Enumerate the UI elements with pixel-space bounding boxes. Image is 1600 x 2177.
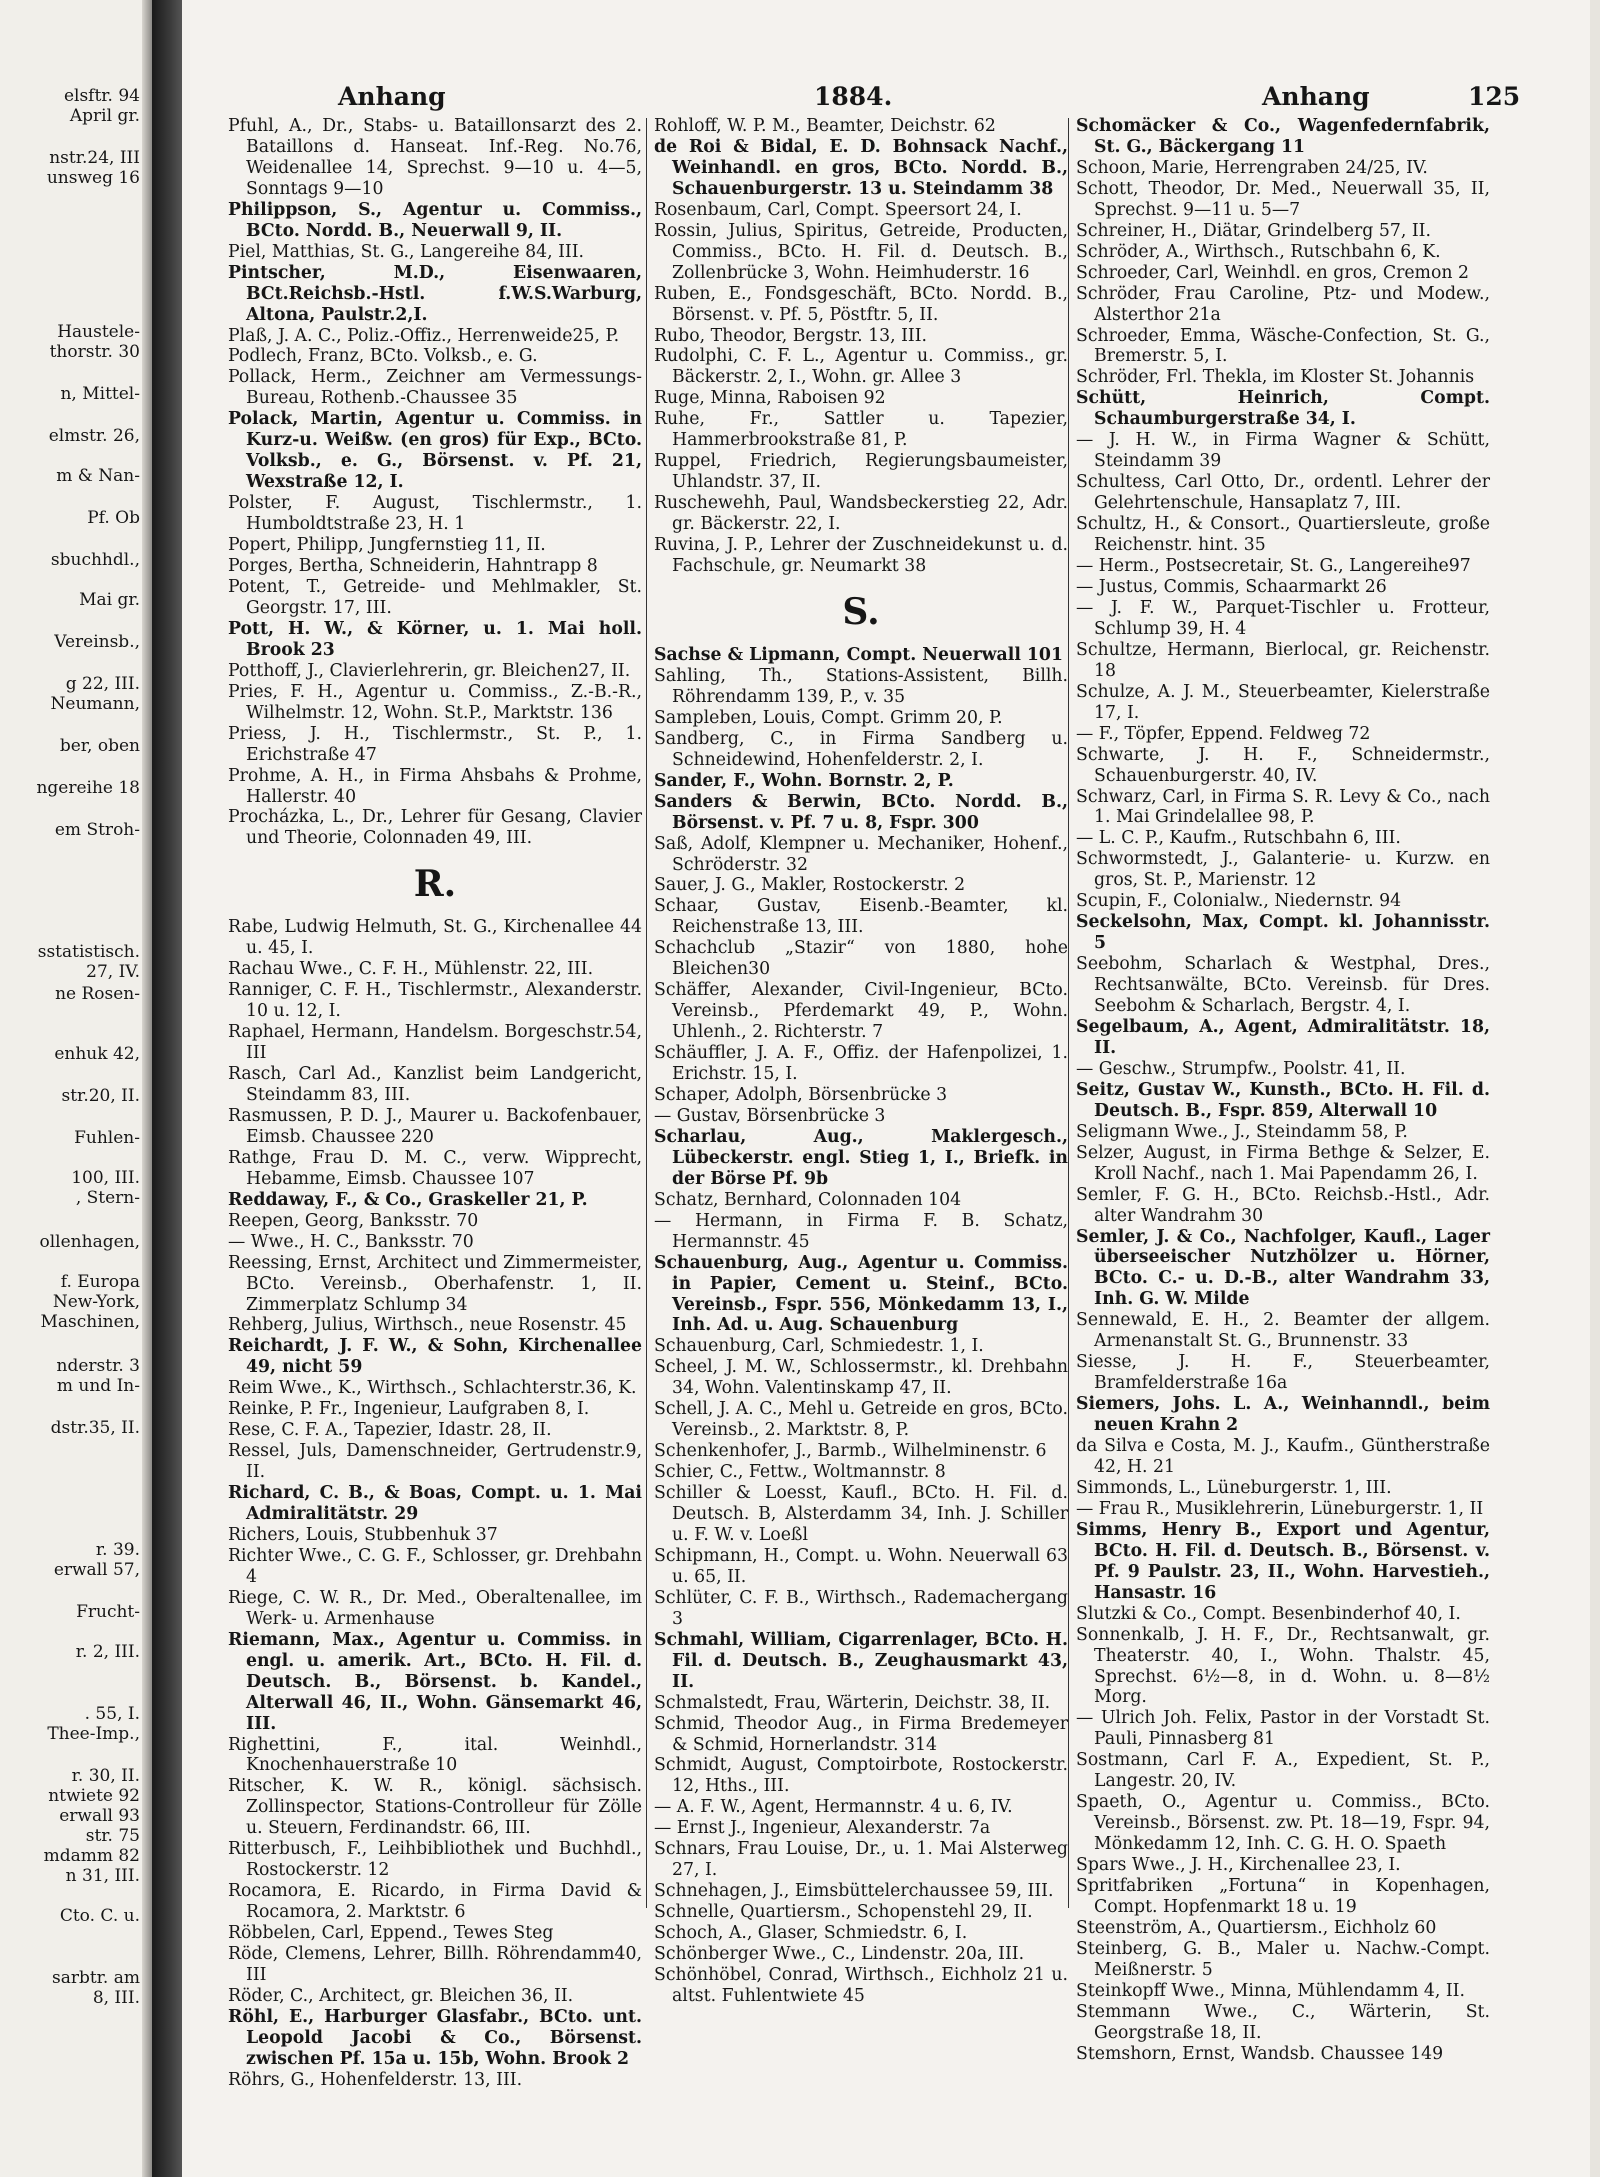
directory-entry: — L. C. P., Kaufm., Rutschbahn 6, III.	[1076, 828, 1401, 849]
directory-entry: Ruben, E., Fondsgeschäft, BCto. Nordd. B., Börsenst. v. Pf. 5, Pöstftr. 5, II.	[654, 283, 1068, 325]
directory-entry: Schmahl, William, Cigarrenlager, BCto. H. Fil. d. Deutsch. B., Zeughausmarkt 43, II.	[654, 1629, 1068, 1692]
directory-entry: Podlech, Franz, BCto. Volksb., e. G.	[228, 346, 538, 367]
directory-entry: Prohme, A. H., in Firma Ahsbahs & Prohme, Hallerstr. 40	[228, 765, 642, 807]
left-page-fragment: erwall 57,	[53, 1560, 140, 1580]
directory-entry: Richers, Louis, Stubbenhuk 37	[228, 1525, 498, 1545]
directory-entry: Seckelsohn, Max, Compt. kl. Johannisstr. 5	[1076, 912, 1490, 954]
directory-entry: Pfuhl, A., Dr., Stabs- u. Bataillonsarzt des 2. Bataillons d. Hanseat. Inf.-Reg. No.76, Weidenallee 14, Sprechst. 9—10 u. 4—5, Sonntags 9—10	[228, 116, 642, 199]
left-page-fragment: Fuhlen-	[74, 1128, 140, 1148]
directory-entry: Schaper, Adolph, Börsenbrücke 3	[654, 1084, 948, 1105]
directory-column-3	[1076, 116, 1490, 2065]
directory-entry: Schönhöbel, Conrad, Wirthsch., Eichholz 21 u. altst. Fuhlentwiete 45	[654, 1965, 1068, 2006]
directory-entry: Riege, C. W. R., Dr. Med., Oberaltenallee, im Werk- u. Armenhause	[228, 1587, 642, 1629]
directory-entry: Priess, J. H., Tischlermstr., St. P., 1. Erichstraße 47	[228, 723, 642, 765]
left-page-fragment: 27, IV.	[86, 962, 140, 982]
column-rule	[646, 118, 647, 1908]
directory-entry: Rachau Wwe., C. F. H., Mühlenstr. 22, III.	[228, 959, 594, 980]
directory-entry: Saß, Adolf, Klempner u. Mechaniker, Hohenf., Schröderstr. 32	[654, 833, 1068, 875]
directory-entry: Schott, Theodor, Dr. Med., Neuerwall 35, II, Sprechst. 9—11 u. 5—7	[1076, 178, 1490, 220]
directory-entry: Schachclub „Stazir“ von 1880, hohe Bleichen30	[654, 938, 1068, 980]
left-page-fragment: m & Nan-	[56, 466, 140, 486]
directory-entry: Röbbelen, Carl, Eppend., Tewes Steg	[228, 1923, 554, 1944]
left-page-fragment: ngereihe 18	[36, 778, 140, 798]
left-page-fragment: Cto. C. u.	[59, 1906, 140, 1926]
left-page-fragment: nderstr. 3	[56, 1356, 140, 1376]
directory-entry: Reim Wwe., K., Wirthsch., Schlachterstr.36, K.	[228, 1378, 637, 1399]
left-page-fragment: enhuk 42,	[54, 1044, 140, 1064]
directory-page	[182, 0, 1600, 2177]
page-number: 125	[1468, 82, 1521, 111]
directory-entry: Ritscher, K. W. R., königl. sächsisch. Zollinspector, Stations-Controlleur für Zölle u. Steuern, Ferdinandstr. 66, III.	[228, 1776, 642, 1839]
directory-entry: Schoch, A., Glaser, Schmiedstr. 6, I.	[654, 1923, 968, 1944]
left-page-fragment: n, Mittel-	[60, 384, 140, 404]
directory-entry: Ranniger, C. F. H., Tischlermstr., Alexanderstr. 10 u. 12, I.	[228, 980, 642, 1022]
left-page-fragment: Mai gr.	[79, 590, 140, 610]
left-page-fragment: sbuchhdl.,	[50, 550, 140, 570]
directory-column-2	[654, 116, 1068, 2007]
left-page-fragment: ntwiete 92	[48, 1786, 140, 1806]
directory-entry: Schultz, H., & Consort., Quartiersleute, große Reichenstr. hint. 35	[1076, 514, 1490, 556]
directory-entry: Sauer, J. G., Makler, Rostockerstr. 2	[654, 875, 966, 896]
directory-entry: Schroeder, Emma, Wäsche-Confection, St. G., Bremerstr. 5, I.	[1076, 325, 1490, 367]
left-page-fragment: elmstr. 26,	[48, 426, 140, 446]
directory-entry: — J. H. W., in Firma Wagner & Schütt, Steindamm 39	[1076, 430, 1490, 472]
directory-entry: Slutzki & Co., Compt. Besenbinderhof 40, I.	[1076, 1603, 1461, 1624]
directory-entry: Procházka, L., Dr., Lehrer für Gesang, Clavier und Theorie, Colonnaden 49, III.	[228, 807, 642, 849]
directory-entry: Reinke, P. Fr., Ingenieur, Laufgraben 8, I.	[228, 1399, 590, 1420]
directory-entry: Ruge, Minna, Raboisen 92	[654, 388, 886, 409]
directory-entry: Schwormstedt, J., Galanterie- u. Kurzw. en gros, St. P., Marienstr. 12	[1076, 849, 1490, 891]
left-page-fragment: r. 2, III.	[75, 1642, 140, 1662]
directory-entry: Schütt, Heinrich, Compt. Schaumburgerstraße 34, I.	[1076, 388, 1490, 430]
directory-column-1	[228, 116, 642, 2091]
directory-entry: — Gustav, Börsenbrücke 3	[654, 1105, 886, 1126]
directory-entry: Rathge, Frau D. M. C., verw. Wipprecht, Hebamme, Eimsb. Chaussee 107	[228, 1147, 642, 1189]
directory-entry: Schauenburg, Aug., Agentur u. Commiss. in Papier, Cement u. Steinf., BCto. Vereinsb., Fspr. 556, Mönkedamm 13, I., Inh. Ad. u. Aug. Schauenburg	[654, 1252, 1068, 1336]
directory-entry: Sennewald, E. H., 2. Beamter der allgem. Armenanstalt St. G., Brunnenstr. 33	[1076, 1310, 1490, 1352]
left-page-fragment: ber, oben	[59, 736, 140, 756]
directory-entry: Röder, C., Architect, gr. Bleichen 36, II.	[228, 1985, 574, 2006]
directory-entry: Ruschewehh, Paul, Wandsbeckerstieg 22, Adr. gr. Bäckerstr. 22, I.	[654, 493, 1068, 535]
directory-entry: Schultze, Hermann, Bierlocal, gr. Reichenstr. 18	[1076, 639, 1490, 681]
directory-entry: Pollack, Herm., Zeichner am Vermessungs-Bureau, Rothenb.-Chaussee 35	[228, 367, 642, 409]
left-page-fragment: dstr.35, II.	[50, 1418, 140, 1438]
header-year: 1884.	[814, 82, 893, 111]
left-page-fragment: unsweg 16	[46, 168, 140, 188]
left-page-fragment: Neumann,	[50, 694, 140, 714]
directory-entry: Spaeth, O., Agentur u. Commiss., BCto. Vereinsb., Börsenst. zw. Pt. 18—19, Fspr. 94, Mönkedamm 12, Inh. C. G. H. O. Spaeth	[1076, 1792, 1490, 1855]
directory-entry: Reichardt, J. F. W., & Sohn, Kirchenallee 49, nicht 59	[228, 1336, 642, 1378]
directory-entry: Schipmann, H., Compt. u. Wohn. Neuerwall 63 u. 65, II.	[654, 1545, 1068, 1587]
directory-entry: Rasch, Carl Ad., Kanzlist beim Landgericht, Steindamm 83, III.	[228, 1064, 642, 1105]
directory-entry: Schwarte, J. H. F., Schneidermstr., Schauenburgerstr. 40, IV.	[1076, 744, 1490, 786]
directory-entry: Richard, C. B., & Boas, Compt. u. 1. Mai Admiralitätstr. 29	[228, 1483, 642, 1525]
left-page-fragment: , Stern-	[75, 1188, 140, 1208]
directory-entry: Spritfabriken „Fortuna“ in Kopenhagen, Compt. Hopfenmarkt 18 u. 19	[1076, 1876, 1490, 1918]
directory-entry: Sandberg, C., in Firma Sandberg u. Schneidewind, Hohenfelderstr. 2, I.	[654, 728, 1068, 770]
directory-entry: Stemshorn, Ernst, Wandsb. Chaussee 149	[1076, 2043, 1444, 2064]
left-page-fragment: str. 75	[85, 1826, 140, 1846]
directory-entry: Schultess, Carl Otto, Dr., ordentl. Lehrer der Gelehrtenschule, Hansaplatz 7, III.	[1076, 472, 1490, 514]
directory-entry: Schnelle, Quartiersm., Schopenstehl 29, II.	[654, 1902, 1033, 1923]
directory-entry: Röhl, E., Harburger Glasfabr., BCto. unt. Leopold Jacobi & Co., Börsenst. zwischen Pf. 15a u. 15b, Wohn. Brook 2	[228, 2006, 642, 2069]
directory-entry: Porges, Bertha, Schneiderin, Hahntrapp 8	[228, 556, 598, 577]
left-page-fragment: m und In-	[56, 1376, 140, 1396]
directory-entry: Schmidt, August, Comptoirbote, Rostockerstr. 12, Hths., III.	[654, 1755, 1068, 1797]
directory-entry: Rossin, Julius, Spiritus, Getreide, Producten, Commiss., BCto. H. Fil. d. Deutsch. B., Zollenbrücke 3, Wohn. Heimhuderstr. 16	[654, 220, 1068, 283]
directory-entry: da Silva e Costa, M. J., Kaufm., Güntherstraße 42, H. 21	[1076, 1436, 1490, 1477]
left-page-fragment: sstatistisch.	[37, 942, 140, 962]
directory-entry: Schnehagen, J., Eimsbüttelerchaussee 59, III.	[654, 1881, 1054, 1902]
directory-entry: — Ulrich Joh. Felix, Pastor in der Vorstadt St. Pauli, Pinnasberg 81	[1076, 1708, 1490, 1750]
directory-entry: Schauenburg, Carl, Schmiedestr. 1, I.	[654, 1336, 984, 1357]
left-page-fragment: nstr.24, III	[49, 148, 140, 168]
left-page-fragment: em Stroh-	[54, 820, 140, 840]
left-page-fragment: Maschinen,	[40, 1312, 140, 1332]
directory-entry: Rese, C. F. A., Tapezier, Idastr. 28, II.	[228, 1420, 552, 1441]
directory-entry: Rosenbaum, Carl, Compt. Speersort 24, I.	[654, 199, 1022, 220]
directory-entry: Schenkenhofer, J., Barmb., Wilhelminenstr. 6	[654, 1441, 1047, 1462]
left-page-fragment: r. 30, II.	[71, 1766, 140, 1786]
directory-entry: Schwarz, Carl, in Firma S. R. Levy & Co., nach 1. Mai Grindelallee 98, P.	[1076, 786, 1490, 828]
directory-entry: Ruppel, Friedrich, Regierungsbaumeister, Uhlandstr. 37, II.	[654, 451, 1068, 493]
directory-entry: Seligmann Wwe., J., Steindamm 58, P.	[1076, 1121, 1408, 1142]
directory-entry: Pries, F. H., Agentur u. Commiss., Z.-B.-R., Wilhelmstr. 12, Wohn. St.P., Marktstr. 136	[228, 681, 642, 723]
section-letter: R.	[413, 863, 457, 906]
directory-entry: — Wwe., H. C., Banksstr. 70	[228, 1231, 474, 1252]
directory-entry: Siemers, Johs. L. A., Weinhanndl., beim neuen Krahn 2	[1076, 1394, 1490, 1436]
directory-entry: Sander, F., Wohn. Bornstr. 2, P.	[654, 770, 954, 791]
directory-entry: Schröder, Frl. Thekla, im Kloster St. Johannis	[1076, 367, 1475, 388]
left-page-fragment: . 55, I.	[84, 1704, 140, 1724]
page-edge	[1590, 0, 1600, 2177]
directory-entry: Richter Wwe., C. G. F., Schlosser, gr. Drehbahn 4	[228, 1545, 642, 1587]
directory-entry: Reddaway, F., & Co., Graskeller 21, P.	[228, 1189, 588, 1210]
directory-entry: Righettini, F., ital. Weinhdl., Knochenhauerstraße 10	[228, 1734, 642, 1776]
directory-entry: Sostmann, Carl F. A., Expedient, St. P., Langestr. 20, IV.	[1076, 1750, 1490, 1792]
directory-entry: Rohloff, W. P. M., Beamter, Deichstr. 62	[654, 116, 996, 136]
directory-entry: Schönberger Wwe., C., Lindenstr. 20a, III.	[654, 1944, 1025, 1965]
header-left: Anhang	[338, 82, 446, 111]
left-page-fragment: r. 39.	[95, 1540, 140, 1560]
directory-entry: Schatz, Bernhard, Colonnaden 104	[654, 1189, 962, 1210]
directory-entry: Schreiner, H., Diätar, Grindelberg 57, II.	[1076, 220, 1431, 241]
directory-entry: Reessing, Ernst, Architect und Zimmermeister, BCto. Vereinsb., Oberhafenstr. 1, II. Zimmerplatz Schlump 34	[228, 1252, 642, 1315]
left-page-fragment: sarbtr. am	[51, 1968, 140, 1988]
directory-entry: Schröder, A., Wirthsch., Rutschbahn 6, K.	[1076, 241, 1441, 262]
directory-entry: Rudolphi, C. F. L., Agentur u. Commiss., gr. Bäckerstr. 2, I., Wohn. gr. Allee 3	[654, 346, 1068, 388]
directory-entry: Seitz, Gustav W., Kunsth., BCto. H. Fil. d. Deutsch. B., Fspr. 859, Alterwall 10	[1076, 1079, 1490, 1121]
directory-entry: de Roi & Bidal, E. D. Bohnsack Nachf., Weinhandl. en gros, BCto. Nordd. B., Schauenburgerstr. 13 u. Steindamm 38	[654, 136, 1068, 199]
directory-entry: Segelbaum, A., Agent, Admiralitätstr. 18, II.	[1076, 1016, 1490, 1058]
left-page-fragment: erwall 93	[59, 1806, 140, 1826]
directory-entry: — F., Töpfer, Eppend. Feldweg 72	[1076, 723, 1371, 744]
running-header	[230, 82, 1521, 116]
directory-entry: Schroeder, Carl, Weinhdl. en gros, Cremon 2	[1076, 262, 1469, 283]
directory-entry: Schröder, Frau Caroline, Ptz- und Modew., Alsterthor 21a	[1076, 283, 1490, 325]
left-page-fragment: Vereinsb.,	[54, 632, 140, 652]
directory-entry: — Hermann, in Firma F. B. Schatz, Hermannstr. 45	[654, 1210, 1068, 1252]
directory-entry: Ruhe, Fr., Sattler u. Tapezier, Hammerbrookstraße 81, P.	[654, 409, 1068, 451]
directory-entry: — Justus, Commis, Schaarmarkt 26	[1076, 576, 1387, 597]
directory-entry: — Geschw., Strumpfw., Poolstr. 41, II.	[1076, 1058, 1406, 1079]
directory-entry: Sahling, Th., Stations-Assistent, Billh. Röhrendamm 139, P., v. 35	[654, 665, 1068, 707]
left-page-fragment: ne Rosen-	[55, 984, 140, 1004]
directory-entry: Pott, H. W., & Körner, u. 1. Mai holl. Brook 23	[228, 618, 642, 660]
directory-entry: Sachse & Lipmann, Compt. Neuerwall 101	[654, 644, 1063, 665]
directory-entry: Polack, Martin, Agentur u. Commiss. in Kurz-u. Weißw. (en gros) für Exp., BCto. Volksb., e. G., Börsenst. v. Pf. 21, Wexstraße 12, I.	[228, 409, 642, 493]
directory-entry: Schlüter, C. F. B., Wirthsch., Rademachergang 3	[654, 1587, 1068, 1629]
left-page-fragment: Thee-Imp.,	[47, 1724, 140, 1744]
directory-entry: Simms, Henry B., Export und Agentur, BCto. H. Fil. d. Deutsch. B., Börsenst. v. Pf. 9 Paulstr. 23, II., Wohn. Harvestieh., Hansastr. 16	[1076, 1519, 1490, 1603]
directory-entry: Semler, F. G. H., BCto. Reichsb.-Hstl., Adr. alter Wandrahm 30	[1076, 1184, 1490, 1226]
directory-entry: Schoon, Marie, Herrengraben 24/25, IV.	[1076, 157, 1428, 178]
column-rule	[1068, 118, 1069, 1908]
left-page-fragment: 8, III.	[92, 1988, 140, 2008]
directory-entry: Ruvina, J. P., Lehrer der Zuschneidekunst u. d. Fachschule, gr. Neumarkt 38	[654, 535, 1068, 577]
directory-entry: Simmonds, L., Lüneburgerstr. 1, III.	[1076, 1477, 1392, 1498]
directory-entry: Schaar, Gustav, Eisenb.-Beamter, kl. Reichenstraße 13, III.	[654, 896, 1068, 938]
left-page-fragment: str.20, II.	[61, 1086, 140, 1106]
directory-entry: Plaß, J. A. C., Poliz.-Offiz., Herrenweide25, P.	[228, 325, 620, 346]
directory-entry: — Ernst J., Ingenieur, Alexanderstr. 7a	[654, 1818, 991, 1839]
directory-entry: Popert, Philipp, Jungfernstieg 11, II.	[228, 535, 546, 556]
directory-entry: Rehberg, Julius, Wirthsch., neue Rosenstr. 45	[228, 1315, 627, 1336]
directory-entry: Scheel, J. M. W., Schlossermstr., kl. Drehbahn 34, Wohn. Valentinskamp 47, II.	[654, 1357, 1068, 1399]
directory-entry: Rabe, Ludwig Helmuth, St. G., Kirchenallee 44 u. 45, I.	[228, 917, 642, 959]
directory-entry: Ritterbusch, F., Leihbibliothek und Buchhdl., Rostockerstr. 12	[228, 1839, 642, 1881]
directory-entry: Potent, T., Getreide- und Mehlmakler, St. Georgstr. 17, III.	[228, 576, 642, 618]
directory-entry: Schmid, Theodor Aug., in Firma Bredemeyer & Schmid, Hornerlandstr. 314	[654, 1713, 1068, 1755]
directory-entry: Rubo, Theodor, Bergstr. 13, III.	[654, 325, 928, 346]
directory-entry: Pintscher, M.D., Eisenwaaren, BCt.Reichsb.-Hstl. f.W.S.Warburg, Altona, Paulstr.2,I.	[228, 262, 642, 325]
directory-entry: Schell, J. A. C., Mehl u. Getreide en gros, BCto. Vereinsb., 2. Marktstr. 8, P.	[654, 1399, 1068, 1441]
directory-entry: Selzer, August, in Firma Bethge & Selzer, E. Kroll Nachf., nach 1. Mai Papendamm 26, I.	[1076, 1142, 1490, 1184]
left-page-fragment: thorstr. 30	[49, 342, 140, 362]
left-page-fragment: New-York,	[52, 1292, 140, 1312]
directory-entry: Röhrs, G., Hohenfelderstr. 13, III.	[228, 2069, 523, 2090]
directory-entry: Scupin, F., Colonialw., Niedernstr. 94	[1076, 891, 1402, 912]
directory-entry: Sonnenkalb, J. H. F., Dr., Rechtsanwalt, gr. Theaterstr. 40, I., Wohn. Thalstr. 45, Sprechst. 6½—8, in d. Wohn. u. 8—8½ Morg.	[1076, 1624, 1490, 1708]
directory-entry: — A. F. W., Agent, Hermannstr. 4 u. 6, IV.	[654, 1797, 1013, 1818]
left-page-edge	[0, 0, 152, 2177]
left-page-fragment: mdamm 82	[43, 1846, 140, 1866]
directory-entry: Steenström, A., Quartiersm., Eichholz 60	[1076, 1917, 1437, 1938]
left-page-fragment: Haustele-	[57, 322, 140, 342]
directory-entry: Schiller & Loesst, Kaufl., BCto. H. Fil. d. Deutsch. B, Alsterdamm 34, Inh. J. Schiller u. F. W. v. Loeßl	[654, 1483, 1068, 1545]
directory-entry: Sanders & Berwin, BCto. Nordd. B., Börsenst. v. Pf. 7 u. 8, Fspr. 300	[654, 791, 1068, 833]
directory-entry: Röde, Clemens, Lehrer, Billh. Röhrendamm40, III	[228, 1944, 642, 1986]
directory-entry: Schnars, Frau Louise, Dr., u. 1. Mai Alsterweg 27, I.	[654, 1839, 1068, 1881]
directory-entry: Polster, F. August, Tischlermstr., 1. Humboldtstraße 23, H. 1	[228, 493, 642, 535]
directory-entry: Schier, C., Fettw., Woltmannstr. 8	[654, 1462, 946, 1483]
section-letter: S.	[842, 590, 880, 633]
directory-entry: Reepen, Georg, Banksstr. 70	[228, 1210, 479, 1231]
directory-entry: Steinkopff Wwe., Minna, Mühlendamm 4, II.	[1076, 1980, 1466, 2001]
directory-entry: — Frau R., Musiklehrerin, Lüneburgerstr. 1, II	[1076, 1498, 1484, 1519]
directory-entry: — J. F. W., Parquet-Tischler u. Frotteur, Schlump 39, H. 4	[1076, 597, 1490, 639]
directory-entry: Stemmann Wwe., C., Wärterin, St. Georgstraße 18, II.	[1076, 2001, 1490, 2043]
directory-entry: Schomäcker & Co., Wagenfedernfabrik, St. G., Bäckergang 11	[1076, 116, 1490, 157]
left-page-fragment: 100, III.	[71, 1168, 140, 1188]
left-page-fragment: Frucht-	[76, 1602, 140, 1622]
directory-entry: Scharlau, Aug., Maklergesch., Lübeckerstr. engl. Stieg 1, I., Briefk. in der Börse Pf. 9b	[654, 1126, 1068, 1189]
directory-entry: Sampleben, Louis, Compt. Grimm 20, P.	[654, 707, 1003, 728]
directory-entry: Raphael, Hermann, Handelsm. Borgeschstr.54, III	[228, 1022, 642, 1064]
directory-entry: Schmalstedt, Frau, Wärterin, Deichstr. 38, II.	[654, 1692, 1051, 1713]
directory-entry: Schulze, A. J. M., Steuerbeamter, Kielerstraße 17, I.	[1076, 681, 1490, 723]
left-page-fragment: ollenhagen,	[39, 1232, 140, 1252]
left-page-fragment: n 31, III.	[65, 1866, 140, 1886]
left-page-fragment: April gr.	[69, 106, 140, 126]
directory-entry: Schäuffler, J. A. F., Offiz. der Hafenpolizei, 1. Erichstr. 15, I.	[654, 1043, 1068, 1085]
directory-entry: Riemann, Max., Agentur u. Commiss. in engl. u. amerik. Art., BCto. H. Fil. d. Deutsch. B., Börsenst. b. Kandel., Alterwall 46, II., Wohn. Gänsemarkt 46, III.	[228, 1629, 642, 1734]
directory-entry: Siesse, J. H. F., Steuerbeamter, Bramfelderstraße 16a	[1076, 1352, 1490, 1394]
directory-entry: Philippson, S., Agentur u. Commiss., BCto. Nordd. B., Neuerwall 9, II.	[228, 199, 642, 241]
directory-entry: Seebohm, Scharlach & Westphal, Dres., Rechtsanwälte, BCto. Vereinsb. für Dres. Seebohm & Scharlach, Bergstr. 4, I.	[1076, 954, 1490, 1017]
left-page-fragment: g 22, III.	[65, 674, 140, 694]
left-page-fragment: Pf. Ob	[87, 508, 140, 528]
directory-entry: Semler, J. & Co., Nachfolger, Kaufl., Lager überseeischer Nutzhölzer u. Hörner, BCto. C.- u. D.-B., alter Wandrahm 33, Inh. G. W. Milde	[1076, 1226, 1490, 1310]
header-right-title: Anhang	[1262, 82, 1370, 111]
book-gutter	[152, 0, 182, 2177]
directory-entry: Spars Wwe., J. H., Kirchenallee 23, I.	[1076, 1855, 1401, 1876]
directory-entry: Rasmussen, P. D. J., Maurer u. Backofenbauer, Eimsb. Chaussee 220	[228, 1105, 642, 1147]
directory-entry: Ressel, Juls, Damenschneider, Gertrudenstr.9, II.	[228, 1441, 642, 1483]
directory-entry: Steinberg, G. B., Maler u. Nachw.-Compt. Meißnerstr. 5	[1076, 1938, 1490, 1980]
left-page-fragment: elsftr. 94	[63, 86, 140, 106]
directory-entry: Piel, Matthias, St. G., Langereihe 84, III.	[228, 241, 585, 262]
directory-entry: Potthoff, J., Clavierlehrerin, gr. Bleichen27, II.	[228, 660, 631, 681]
directory-entry: Rocamora, E. Ricardo, in Firma David & Rocamora, 2. Marktstr. 6	[228, 1881, 642, 1923]
left-page-fragment: f. Europa	[60, 1272, 140, 1292]
directory-entry: Schäffer, Alexander, Civil-Ingenieur, BCto. Vereinsb., Pferdemarkt 49, P., Wohn. Uhlenh., 2. Richterstr. 7	[654, 980, 1068, 1043]
directory-entry: — Herm., Postsecretair, St. G., Langereihe97	[1076, 556, 1471, 577]
